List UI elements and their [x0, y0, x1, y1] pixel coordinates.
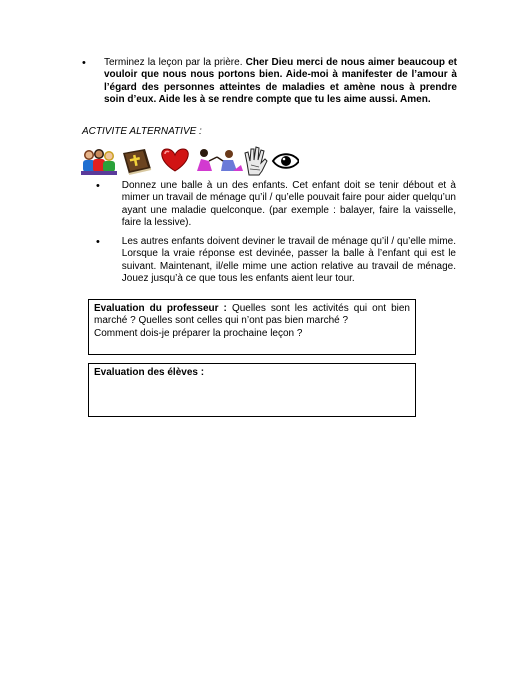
icon-strip	[79, 141, 299, 179]
praying-people-icon	[197, 149, 243, 171]
bible-icon	[123, 149, 151, 174]
activity-item	[96, 180, 456, 230]
bullet-icon: •	[82, 57, 86, 69]
students-evaluation-box	[88, 363, 416, 417]
teacher-evaluation-box	[88, 299, 416, 355]
students-evaluation-label: Evaluation des élèves :	[94, 367, 205, 378]
eye-icon	[273, 154, 299, 168]
activity-text: Les autres enfants doivent deviner le travail de ménage qu’il / qu’elle mime. Lorsque la vraie réponse est devinée, passer la balle à l’enfant qui est le suivant. Maintenant, il/elle mime une action relative au travail de ménage. Jouez jusqu’à ce que tous les enfants aient leur tour.	[121, 236, 456, 285]
closing-lead: Terminez la leçon par la prière.	[104, 57, 246, 68]
teacher-evaluation-text-2: Comment dois-je préparer la prochaine leçon ?	[94, 327, 303, 339]
alternative-activity-heading: ACTIVITE ALTERNATIVE :	[82, 126, 202, 137]
teacher-evaluation-text: Quelles sont les activités qui ont bien marché ? Quelles sont celles qui n’ont pas bien marché ?	[94, 303, 410, 327]
activity-item	[96, 236, 456, 286]
heart-icon	[162, 149, 189, 171]
teacher-evaluation-question	[94, 303, 410, 328]
teacher-evaluation-label: Evaluation du professeur :	[94, 303, 227, 314]
bullet-icon: •	[96, 180, 100, 192]
closing-prayer-item	[82, 57, 457, 107]
prayer-text: Cher Dieu merci de nous aimer beaucoup et vouloir que nous nous portons bien. Aide-moi à manifester de l’amour à l’égard des personnes atteintes de maladies et amène nous à prendre soin d’eux. Aide les à se rendre compte que tu les aime aussi. Amen.	[104, 57, 457, 106]
bullet-icon: •	[96, 236, 100, 248]
activity-text: Donnez une balle à un des enfants. Cet enfant doit se tenir débout et à mimer un travail de ménage qu’il / qu’elle pouvait faire pour aider quelqu’un ayant une maladie quelconque. (par exemple : balayer, faire la vaisselle, faire la lessive).	[121, 180, 456, 229]
hand-icon	[245, 147, 267, 175]
children-group-icon	[81, 149, 117, 175]
closing-prayer-text	[104, 57, 457, 107]
